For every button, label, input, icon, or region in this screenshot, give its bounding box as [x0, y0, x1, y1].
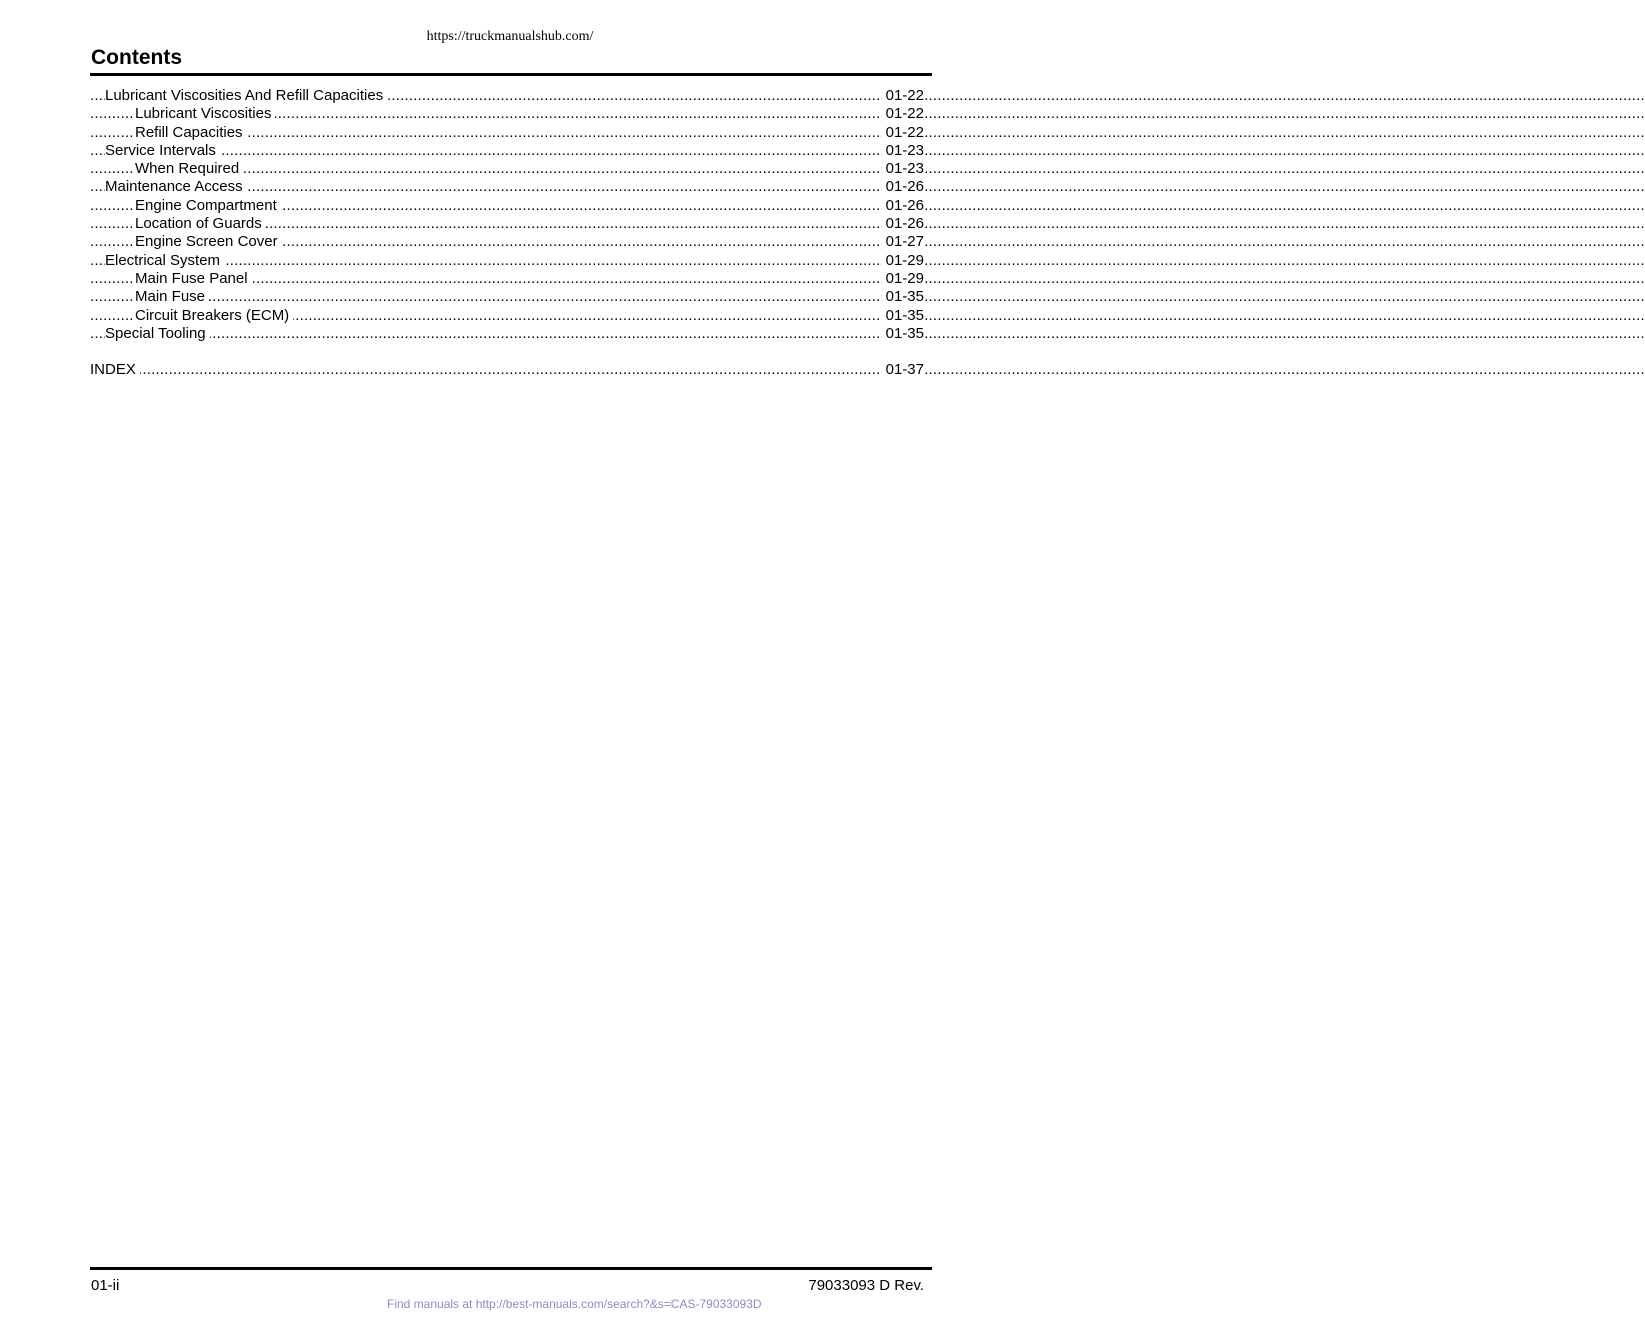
toc-entry-maintenance-access[interactable]: [90, 178, 924, 196]
toc-entry-title: Service Intervals: [105, 142, 220, 159]
toc-entry-title: Main Fuse: [135, 288, 209, 305]
toc-entry-page: 01-29: [882, 252, 924, 270]
toc-entry-circuit-breakers-ecm[interactable]: [90, 307, 924, 325]
table-of-contents: [90, 87, 924, 380]
toc-entry-when-required[interactable]: [90, 160, 924, 178]
toc-entry-title: Circuit Breakers (ECM): [135, 307, 293, 324]
toc-entry-title: Lubricant Viscosities And Refill Capacities: [105, 87, 387, 104]
toc-entry-refill-capacities[interactable]: [90, 124, 924, 142]
toc-leader: [90, 325, 924, 343]
toc-entry-service-intervals[interactable]: [90, 142, 924, 160]
toc-entry-page: 01-27: [882, 233, 924, 251]
title-divider: [90, 73, 932, 76]
toc-entry-page: 01-26: [882, 178, 924, 196]
toc-entry-lubricant-viscosities-and-refill-capacities[interactable]: [90, 87, 924, 105]
toc-entry-page: 01-26: [882, 197, 924, 215]
toc-entry-electrical-system[interactable]: [90, 252, 924, 270]
toc-entry-title: Lubricant Viscosities: [135, 105, 275, 122]
toc-entry-title: When Required: [135, 160, 243, 177]
page-title: Contents: [91, 46, 182, 69]
toc-entry-title: Engine Compartment: [135, 197, 281, 214]
toc-entry-page: 01-35: [882, 307, 924, 325]
toc-entry-page: 01-37: [882, 361, 924, 379]
toc-entry-title: Refill Capacities: [135, 124, 247, 141]
toc-entry-title: Maintenance Access: [105, 178, 247, 195]
footer-page-label: 01-ii: [91, 1277, 120, 1294]
toc-entry-lubricant-viscosities[interactable]: [90, 105, 924, 123]
toc-entry-title: Main Fuse Panel: [135, 270, 252, 287]
toc-entry-page: 01-22: [882, 124, 924, 142]
toc-entry-title: Electrical System: [105, 252, 224, 269]
toc-entry-title: Engine Screen Cover: [135, 233, 282, 250]
toc-entry-special-tooling[interactable]: [90, 325, 924, 343]
toc-entry-title: Special Tooling: [105, 325, 210, 342]
toc-entry-main-fuse[interactable]: [90, 288, 924, 306]
toc-entry-engine-compartment[interactable]: [90, 197, 924, 215]
toc-leader: [90, 288, 924, 306]
toc-entry-title: Location of Guards: [135, 215, 266, 232]
toc-entry-page: 01-35: [882, 325, 924, 343]
toc-entry-main-fuse-panel[interactable]: [90, 270, 924, 288]
toc-entry-engine-screen-cover[interactable]: [90, 233, 924, 251]
toc-entry-title: INDEX: [90, 361, 140, 378]
toc-entry-page: 01-29: [882, 270, 924, 288]
toc-entry-index[interactable]: [90, 361, 924, 379]
toc-entry-location-of-guards[interactable]: [90, 215, 924, 233]
toc-leader: [90, 361, 924, 379]
footer-divider: [90, 1267, 932, 1270]
footer-manuals-link[interactable]: Find manuals at http://best-manuals.com/search?&s=CAS-79033093D: [387, 1297, 762, 1311]
header-url: https://truckmanualshub.com/: [426, 29, 594, 44]
toc-entry-page: 01-26: [882, 215, 924, 233]
footer-doc-number: 79033093 D Rev.: [808, 1277, 924, 1294]
toc-entry-page: 01-22: [882, 87, 924, 105]
toc-entry-page: 01-23: [882, 160, 924, 178]
toc-entry-page: 01-35: [882, 288, 924, 306]
toc-entry-page: 01-23: [882, 142, 924, 160]
toc-entry-page: 01-22: [882, 105, 924, 123]
